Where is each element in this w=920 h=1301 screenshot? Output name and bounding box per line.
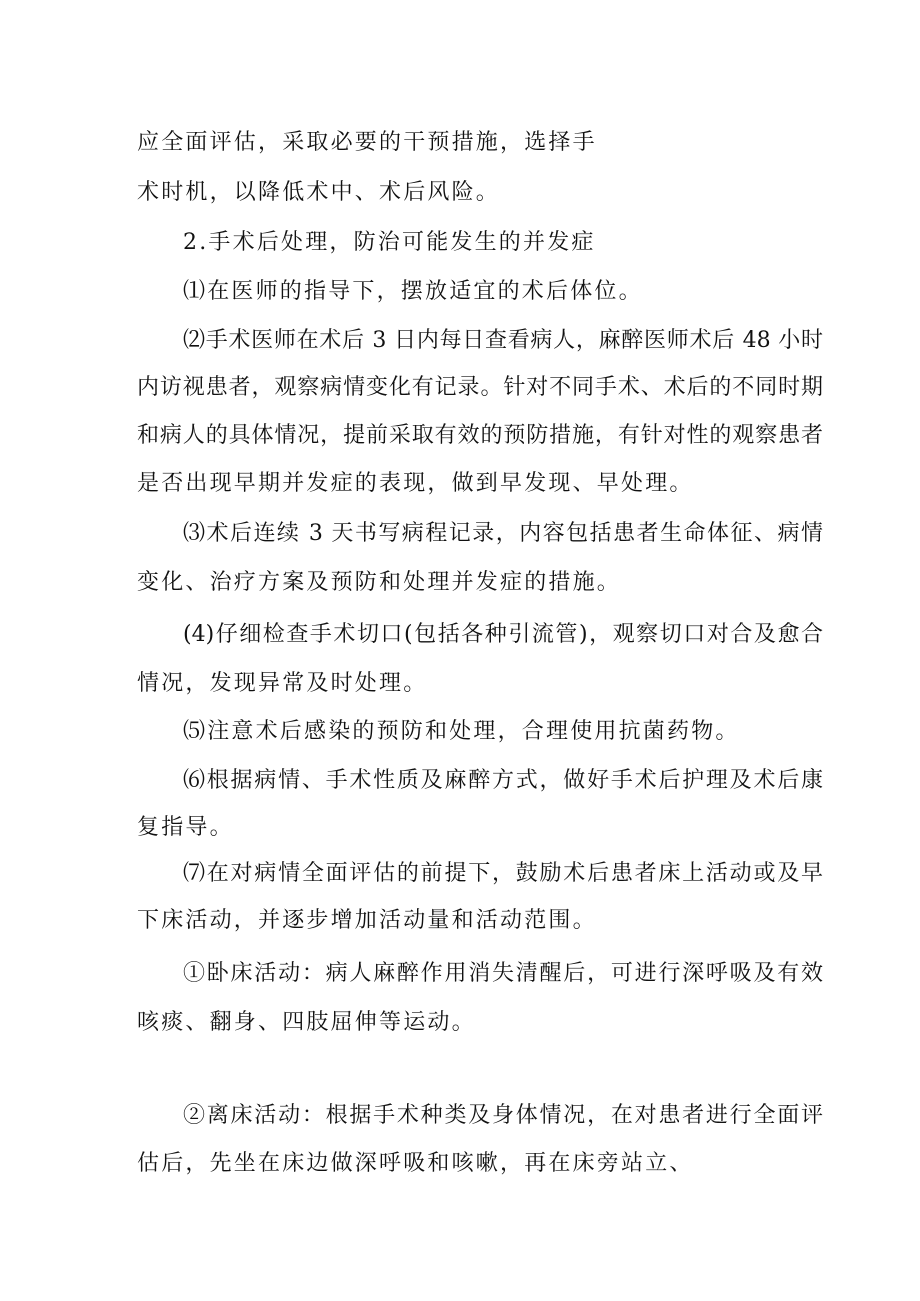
text-line-subitem-2-a: ②离床活动：根据手术种类及身体情况，在对患者进行全面评 [183, 1103, 823, 1128]
text-line-1: 应全面评估，采取必要的干预措施，选择手 [137, 130, 597, 155]
text-line-item-3-b: 变化、治疗方案及预防和处理并发症的措施。 [137, 570, 622, 595]
text-line-item-1: ⑴在医师的指导下，摆放适宜的术后体位。 [183, 279, 643, 304]
text-line-item-4-a: (4)仔细检查手术切口(包括各种引流管)，观察切口对合及愈合 [183, 622, 823, 647]
text-line-item-6-b: 复指导。 [137, 815, 234, 840]
text-line-item-2-b: 内访视患者，观察病情变化有记录。针对不同手术、术后的不同时期 [137, 375, 823, 400]
text-line-item-6-a: ⑹根据病情、手术性质及麻醉方式，做好手术后护理及术后康 [183, 768, 823, 793]
text-line-item-7-a: ⑺在对病情全面评估的前提下，鼓励术后患者床上活动或及早 [183, 861, 823, 886]
text-line-item-2-d: 是否出现早期并发症的表现，做到早发现、早处理。 [137, 471, 694, 496]
section-heading-2: 2.手术后处理，防治可能发生的并发症 [183, 230, 596, 255]
text-line-item-2-c: 和病人的具体情况，提前采取有效的预防措施，有针对性的观察患者 [137, 423, 823, 448]
text-line-item-3-a: ⑶术后连续 3 天书写病程记录，内容包括患者生命体征、病情 [183, 521, 823, 546]
text-line-item-2-a: ⑵手术医师在术后 3 日内每日查看病人，麻醉医师术后 48 小时 [183, 328, 823, 353]
text-line-item-7-b: 下床活动，并逐步增加活动量和活动范围。 [137, 908, 597, 933]
text-line-subitem-2-b: 估后，先坐在床边做深呼吸和咳嗽，再在床旁站立、 [137, 1151, 694, 1176]
text-line-subitem-1-b: 咳痰、翻身、四肢屈伸等运动。 [137, 1010, 476, 1035]
text-line-2: 术时机，以降低术中、术后风险。 [137, 180, 501, 205]
text-line-item-5: ⑸注意术后感染的预防和处理，合理使用抗菌药物。 [183, 719, 740, 744]
text-line-subitem-1-a: ①卧床活动：病人麻醉作用消失清醒后，可进行深呼吸及有效 [183, 961, 823, 986]
text-line-item-4-b: 情况，发现异常及时处理。 [137, 671, 428, 696]
